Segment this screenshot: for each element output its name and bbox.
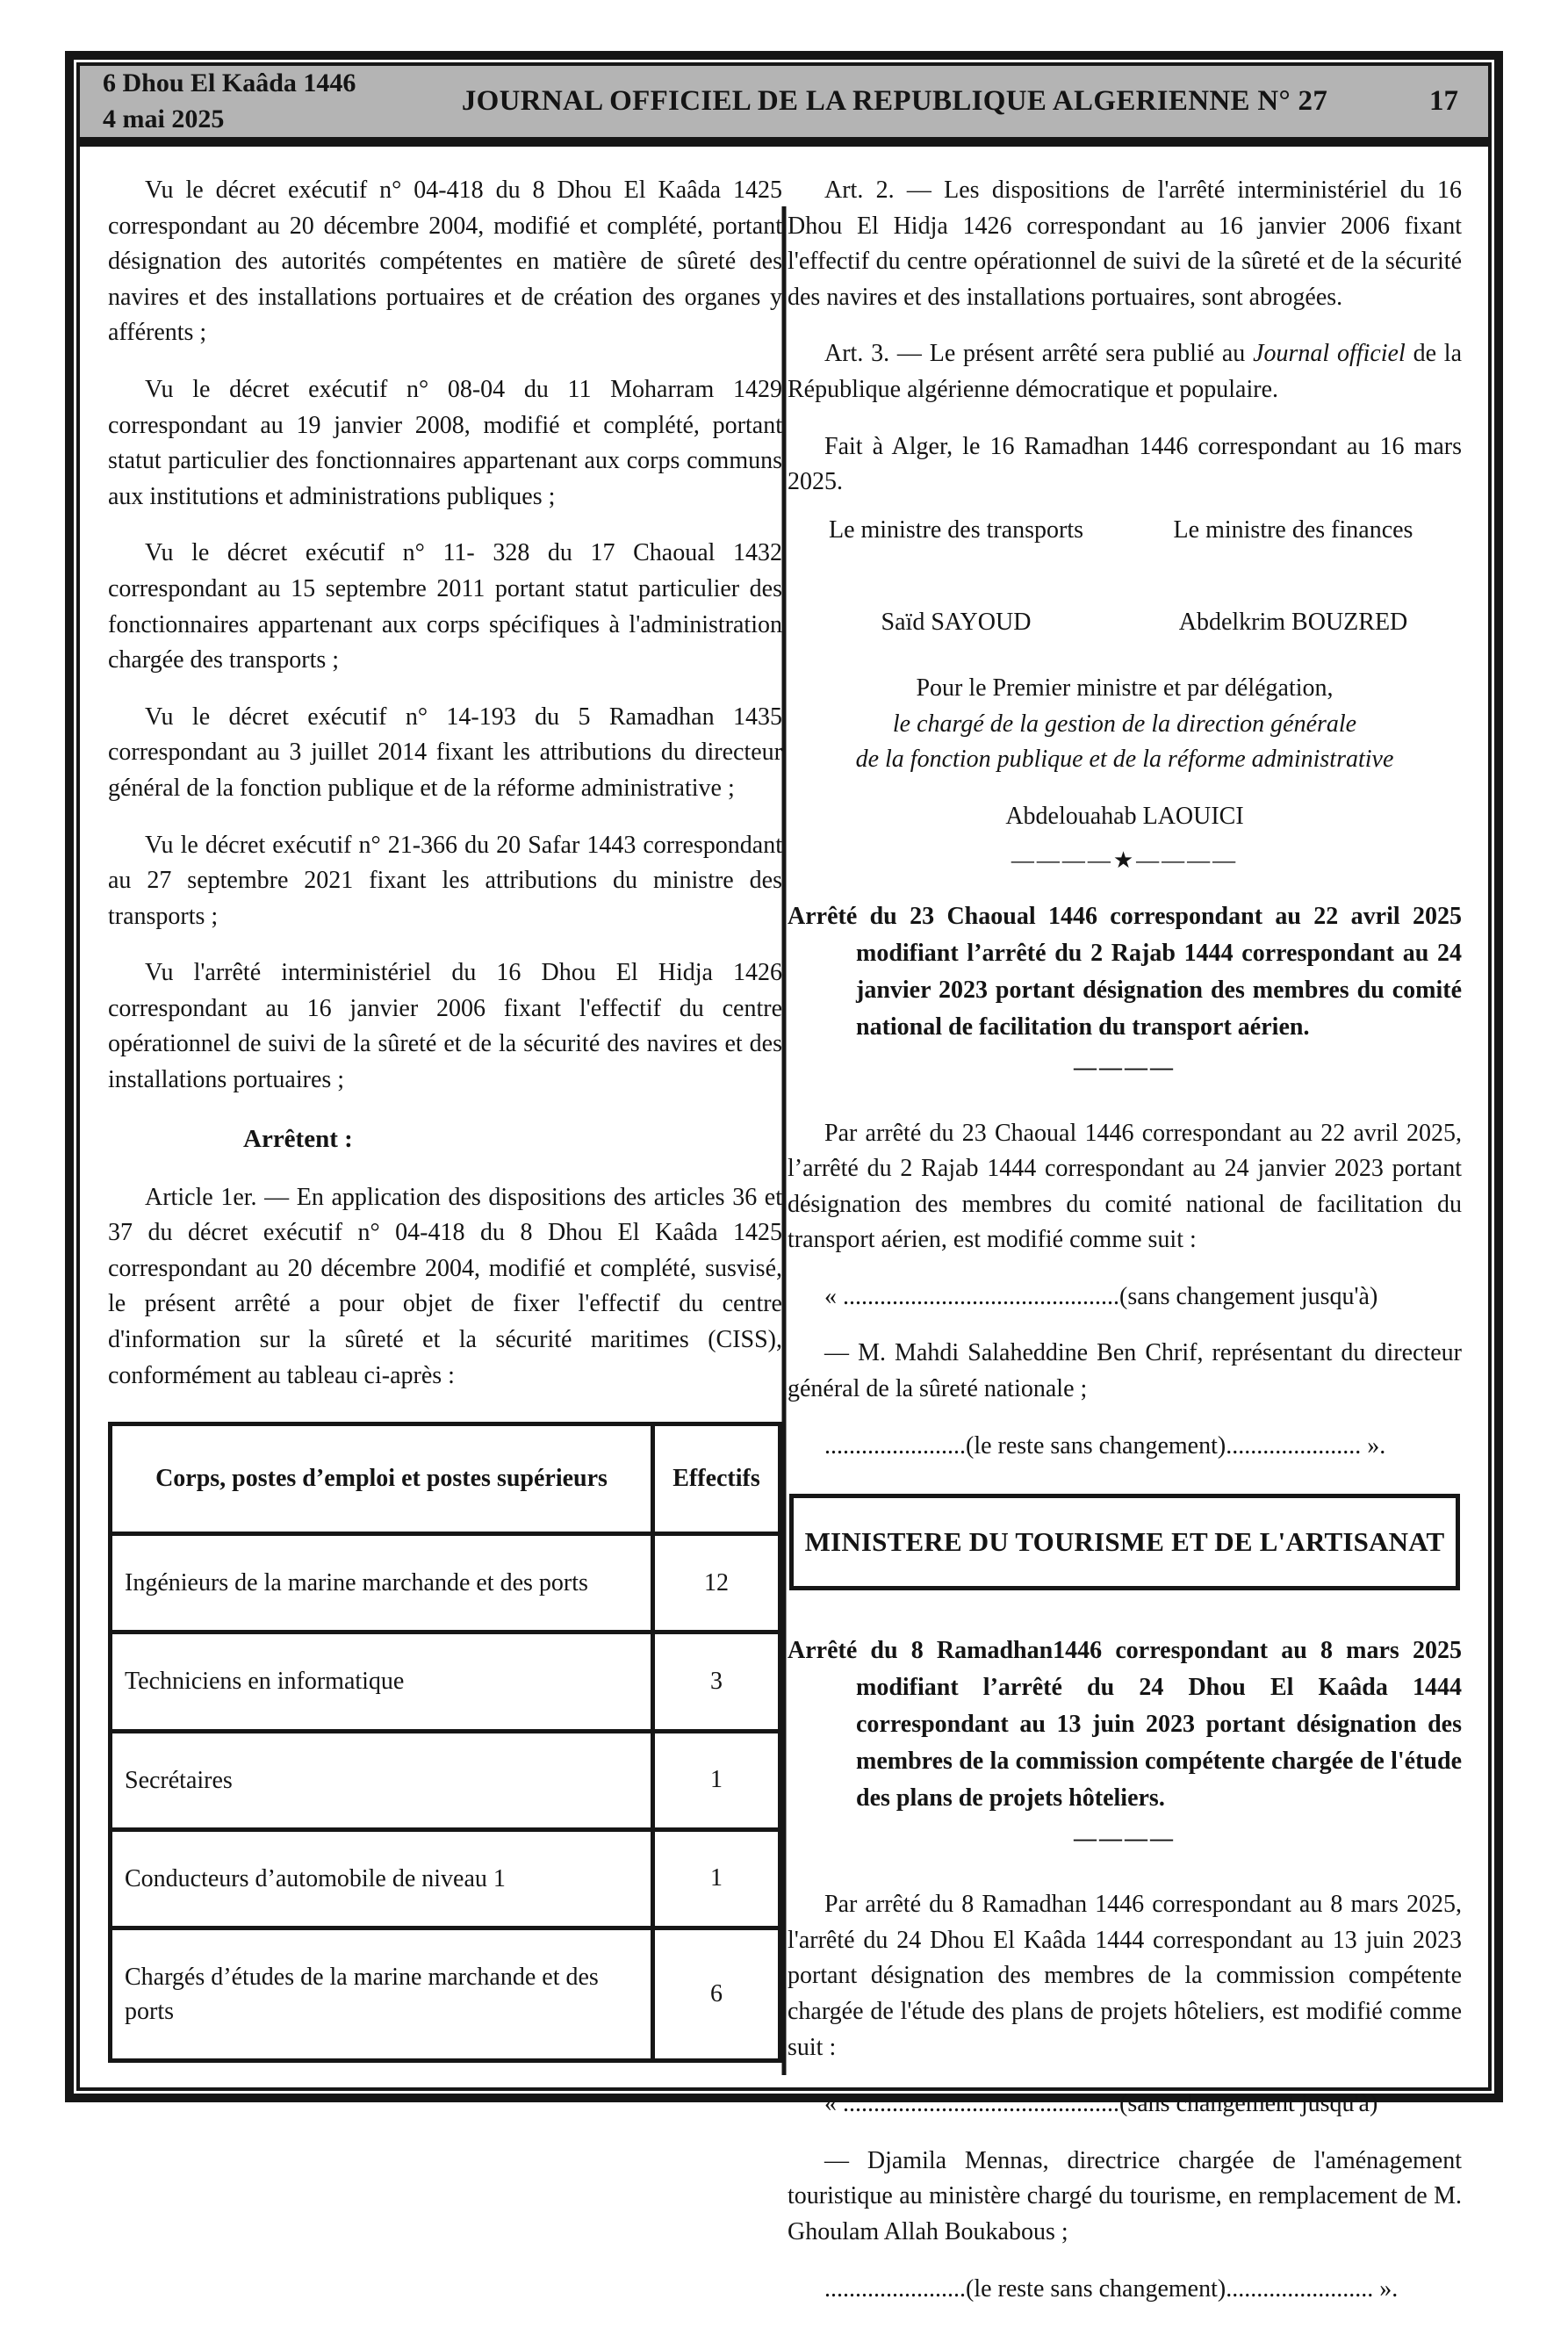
page-frame-inner [76, 62, 1492, 2303]
table-row [111, 1928, 780, 2060]
art-3-prefix: Art. 3. — Le présent arrêté sera publié au [824, 340, 1254, 368]
row-value: 1 [653, 1829, 780, 1928]
visa-paragraph: Vu le décret exécutif n° 14-193 du 5 Ramadhan 1435 correspondant au 3 juillet 2014 fixant les attributions du directeur général de la fonction publique et de la réforme administrative ; [108, 703, 782, 802]
page-frame [65, 51, 1503, 2303]
date-gregorian: 4 mai 2025 [103, 104, 225, 133]
row-value: 12 [653, 1534, 780, 1632]
row-value: 3 [653, 1632, 780, 1731]
page-number: 17 [1429, 85, 1458, 117]
reste-sans-changement-2: .......................(le reste sans changement)........................ ». [824, 2274, 1399, 2303]
sans-changement-1: « .............................................(sans changement jusqu'à) [824, 1282, 1378, 1310]
table-row [111, 1534, 780, 1632]
minister-transport-name: Saïd SAYOUD [881, 608, 1032, 636]
table-header-row [111, 1424, 780, 1534]
visa-paragraph: Vu le décret exécutif n° 04-418 du 8 Dhou El Kaâda 1425 correspondant au 20 décembre 2004, modifié et complété, portant désignation des autorités compétentes en matière de sûreté des navires et des installations portuaires et de création des organes y afférents ; [108, 177, 782, 347]
table-row [111, 1731, 780, 1829]
masthead [80, 66, 1488, 147]
sans-changement-2: « .............................................(sans changement jusqu'à) [824, 2090, 1378, 2118]
signature-names-row [788, 605, 1462, 639]
signature-titles-row [788, 513, 1462, 547]
visa-paragraph: Vu l'arrêté interministériel du 16 Dhou El Hidja 1426 correspondant au 16 janvier 2006 fixant l'effectif du centre opérationnel de suivi de la sûreté et de la sécurité des navires et des installations portuaires ; [108, 959, 782, 1094]
visa-paragraph: Vu le décret exécutif n° 08-04 du 11 Moharram 1429 correspondant au 19 janvier 2008, modifié et complété, portant statut particulier des fonctionnaires appartenant aux corps communs aux institutions et administrations publiques ; [108, 375, 782, 510]
table-row [111, 1829, 780, 1928]
journal-title: JOURNAL OFFICIEL DE LA REPUBLIQUE ALGERIENNE N° 27 [461, 85, 1328, 117]
journal-officiel-italic: Journal officiel [1253, 340, 1406, 368]
effectifs-table [108, 1422, 782, 2063]
masthead-dates [103, 66, 401, 137]
article-1-paragraph: Article 1er. — En application des dispositions des articles 36 et 37 du décret exécutif n° 04-418 du 8 Dhou El Kaâda 1425 correspondant au 20 décembre 2004, modifié et complété, susvisé, le présent arrêté a pour objet de fixer l'effectif du centre d'information sur la sûreté et la sécurité maritimes (CISS), conformément au tableau ci-après : [108, 1183, 782, 1389]
row-label: Conducteurs d’automobile de niveau 1 [111, 1829, 653, 1928]
reste-sans-changement-1: .......................(le reste sans changement)...................... ». [824, 1431, 1386, 1460]
date-hijri: 6 Dhou El Kaâda 1446 [103, 68, 356, 97]
delegation-role-line-1: le chargé de la gestion de la direction générale [892, 710, 1357, 738]
row-value: 6 [653, 1928, 780, 2060]
left-column [108, 173, 782, 2328]
row-value: 1 [653, 1731, 780, 1829]
page-content [80, 147, 1488, 2328]
minister-finance-name: Abdelkrim BOUZRED [1178, 608, 1408, 636]
dash-separator: ———— [1074, 1826, 1176, 1852]
delegation-role-line-2: de la fonction publique et de la réforme administrative [855, 746, 1394, 774]
arretent-label: Arrêtent : [243, 1124, 353, 1153]
row-label: Chargés d’études de la marine marchande et des ports [111, 1928, 653, 2060]
star-separator: ————★———— [1011, 847, 1239, 873]
minister-transport-title: Le ministre des transports [828, 515, 1084, 544]
par-arrete-1: Par arrêté du 23 Chaoual 1446 correspondant au 22 avril 2025, l’arrêté du 2 Rajab 1444 correspondant au 24 janvier 2023 portant désignation des membres du comité national de facilitation du transport aérien, est modifié comme suit : [788, 1119, 1462, 1254]
table-header-corps: Corps, postes d’emploi et postes supérieurs [111, 1424, 653, 1534]
visa-paragraph: Vu le décret exécutif n° 21-366 du 20 Safar 1443 correspondant au 27 septembre 2021 fixant les attributions du ministre des transports ; [108, 831, 782, 930]
member-2: — Djamila Mennas, directrice chargée de l'aménagement touristique au ministère chargé du tourisme, en remplacement de M. Ghoulam Allah Boukabous ; [788, 2146, 1462, 2245]
fait-a-alger: Fait à Alger, le 16 Ramadhan 1446 correspondant au 16 mars 2025. [788, 432, 1462, 496]
right-column [788, 173, 1462, 2328]
art-2-paragraph: Art. 2. — Les dispositions de l'arrêté interministériel du 16 Dhou El Hidja 1426 correspondant au 16 janvier 2006 fixant l'effectif du centre opérationnel de suivi de la sûreté et de la sécurité des navires et des installations portuaires, sont abrogées. [788, 177, 1462, 311]
ministry-banner: MINISTERE DU TOURISME ET DE L'ARTISANAT [789, 1494, 1460, 1590]
minister-finance-title: Le ministre des finances [1173, 515, 1413, 544]
delegation-line: Pour le Premier ministre et par délégation, [916, 674, 1334, 703]
art-3-paragraph [788, 336, 1462, 407]
row-label: Techniciens en informatique [111, 1632, 653, 1731]
dash-separator: ———— [1074, 1054, 1176, 1080]
row-label: Ingénieurs de la marine marchande et des ports [111, 1534, 653, 1632]
member-1: — M. Mahdi Salaheddine Ben Chrif, représentant du directeur général de la sûreté nationale ; [788, 1339, 1462, 1403]
visa-paragraph: Vu le décret exécutif n° 11- 328 du 17 Chaoual 1432 correspondant au 15 septembre 2011 portant statut particulier des fonctionnaires appartenant aux corps spécifiques à l'administration chargée des transports ; [108, 539, 782, 674]
par-arrete-2: Par arrêté du 8 Ramadhan 1446 correspondant au 8 mars 2025, l'arrêté du 24 Dhou El Kaâda 1444 correspondant au 13 juin 2023 portant désignation des membres de la commission compétente chargée de l'étude des plans de projets hôteliers, est modifié comme suit : [788, 1891, 1462, 2061]
delegation-signer: Abdelouahab LAOUICI [1005, 802, 1244, 830]
arrete-title-2: Arrêté du 8 Ramadhan1446 correspondant au 8 mars 2025 modifiant l’arrêté du 24 Dhou El Kaâda 1444 correspondant au 13 juin 2023 portant désignation des membres de la commission compétente chargée de l'étude des plans de projets hôteliers. [788, 1637, 1462, 1813]
table-row [111, 1632, 780, 1731]
arrete-title-1: Arrêté du 23 Chaoual 1446 correspondant au 22 avril 2025 modifiant l’arrêté du 2 Rajab 1444 correspondant au 24 janvier 2023 portant désignation des membres du comité national de facilitation du transport aérien. [788, 902, 1462, 1041]
table-header-effectifs: Effectifs [653, 1424, 780, 1534]
row-label: Secrétaires [111, 1731, 653, 1829]
art-3-suffix: de la République algérienne démocratique et populaire. [788, 340, 1462, 403]
